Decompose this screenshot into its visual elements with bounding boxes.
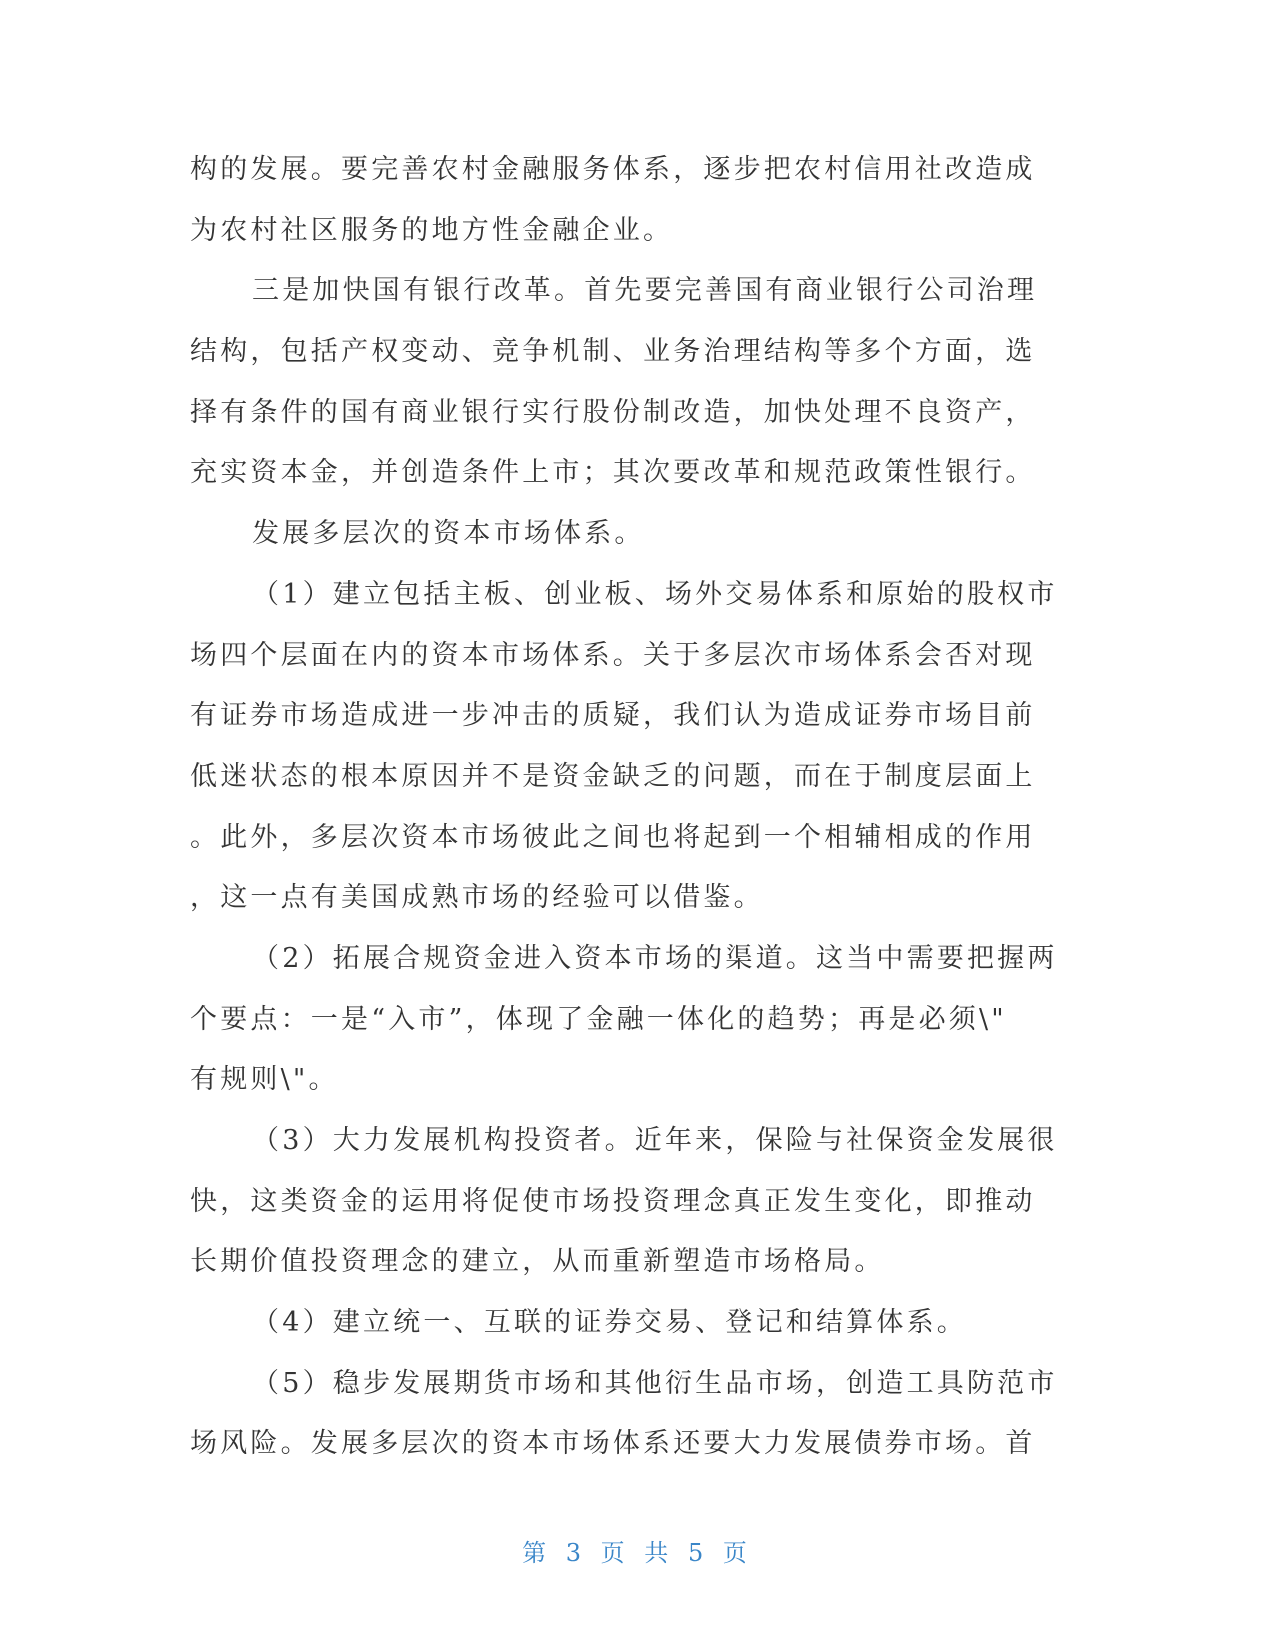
text-line: 低迷状态的根本原因并不是资金缺乏的问题，而在于制度层面上 [190, 760, 1036, 792]
text-line: 发展多层次的资本市场体系。 [252, 518, 645, 550]
text-line: 个要点：一是“入市”，体现了金融一体化的趋势；再是必须\" [190, 1003, 1007, 1035]
text-line: （1）建立包括主板、创业板、场外交易体系和原始的股权市 [252, 578, 1058, 610]
text-line: 长期价值投资理念的建立，从而重新塑造市场格局。 [190, 1246, 885, 1278]
page-number-label: 第 3 页 共 5 页 [522, 1539, 753, 1567]
text-line: （4）建立统一、互联的证券交易、登记和结算体系。 [252, 1307, 967, 1339]
text-line: （5）稳步发展期货市场和其他衍生品市场，创造工具防范市 [252, 1367, 1058, 1399]
text-line: （3）大力发展机构投资者。近年来，保险与社保资金发展很 [252, 1125, 1058, 1156]
body-text [190, 140, 1070, 1475]
text-line: 充实资本金，并创造条件上市；其次要改革和规范政策性银行。 [190, 457, 1036, 489]
text-line: 结构，包括产权变动、竞争机制、业务治理结构等多个方面，选 [190, 336, 1036, 368]
text-line: 择有条件的国有商业银行实行股份制改造，加快处理不良资产， [190, 396, 1036, 428]
text-line: 有规则\"。 [190, 1064, 339, 1096]
text-line: 构的发展。要完善农村金融服务体系，逐步把农村信用社改造成 [190, 154, 1036, 185]
text-line: 有证券市场造成进一步冲击的质疑，我们认为造成证券市场目前 [190, 700, 1036, 732]
text-line: 三是加快国有银行改革。首先要完善国有商业银行公司治理 [252, 275, 1038, 307]
text-line: （2）拓展合规资金进入资本市场的渠道。这当中需要把握两 [252, 942, 1058, 974]
text-line: 场四个层面在内的资本市场体系。关于多层次市场体系会否对现 [190, 639, 1036, 671]
text-line: ，这一点有美国成熟市场的经验可以借鉴。 [190, 882, 764, 914]
text-line: 为农村社区服务的地方性金融企业。 [190, 214, 674, 246]
text-line: 快，这类资金的运用将促使市场投资理念真正发生变化，即推动 [190, 1185, 1036, 1217]
text-line: 场风险。发展多层次的资本市场体系还要大力发展债券市场。首 [190, 1428, 1036, 1460]
page-footer [0, 1537, 1275, 1569]
text-line: 。此外，多层次资本市场彼此之间也将起到一个相辅相成的作用 [190, 821, 1036, 853]
